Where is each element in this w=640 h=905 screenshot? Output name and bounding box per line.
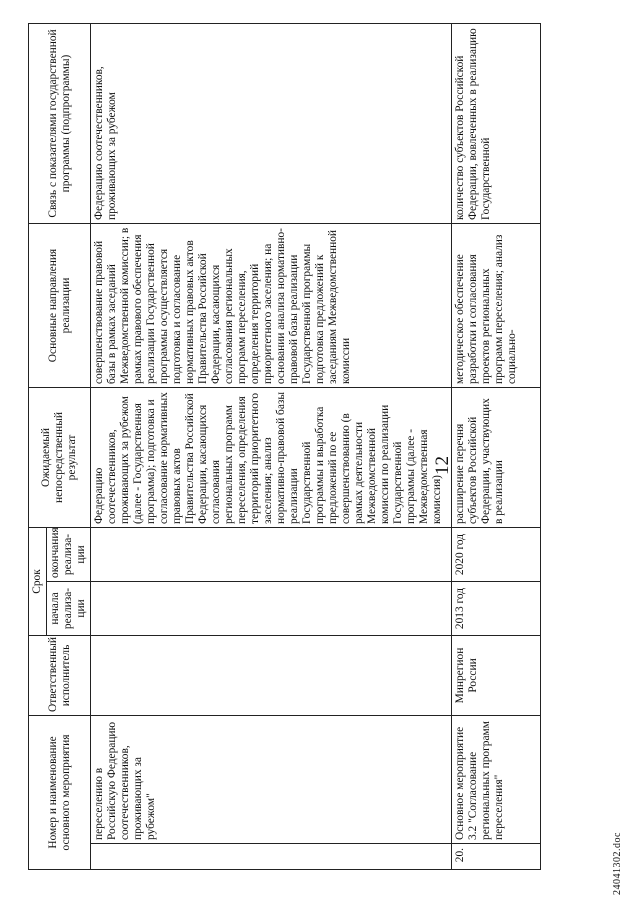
row-name: Основное мероприятие 3.2 "Согласование региональных программ переселения" <box>452 716 541 844</box>
header-end: окончания реализа-ции <box>47 528 91 582</box>
row-executor: Минрегион России <box>452 636 541 716</box>
row-result: расширение перечня субъектов Российской Федерации, участвующих в реализации <box>452 388 541 528</box>
row-start <box>91 582 452 636</box>
table-row <box>452 24 541 870</box>
header-link: Связь с показателями государственной программы (подпрограммы) <box>29 24 91 224</box>
header-term: Срок <box>29 528 47 636</box>
row-start: 2013 год <box>452 582 541 636</box>
header-start: начала реализа-ции <box>47 582 91 636</box>
table-row <box>91 24 452 870</box>
measures-table <box>28 23 541 870</box>
header-executor: Ответственный исполнитель <box>29 636 91 716</box>
row-result: Федерацию соотечественников, проживающих за рубежом (далее - Государственная программа); подготовка и согласование нормативных правовых актов Правительства Российской Федерации, касающихся согласования региональных программ переселения, определения территорий приоритетного заселения; анализ нормативно-правовой базы реализации Государственной программы и выработка предложений по ее совершенствованию (в рамках деятельности Межведомственной комиссии по реализации Государственной программы (далее - Межведомственная комиссия) <box>91 388 452 528</box>
row-end <box>91 528 452 582</box>
row-executor <box>91 636 452 716</box>
page-number: 12 <box>432 456 453 475</box>
header-name: Номер и наименование основного мероприятия <box>29 716 91 870</box>
row-number: 20. <box>452 844 541 870</box>
row-directions: методическое обеспечение разработки и согласования проектов региональных программ переселения; анализ социально- <box>452 224 541 388</box>
row-link: количество субъектов Российской Федерации, вовлеченных в реализацию Государственной <box>452 24 541 224</box>
file-name-footer: 24041302.doc <box>612 832 623 895</box>
header-result: Ожидаемый непосредственный результат <box>29 388 91 528</box>
row-number <box>91 844 452 870</box>
row-end: 2020 год <box>452 528 541 582</box>
row-directions: совершенствование правовой базы в рамках заседаний Межведомственной комиссии; в рамках правового обеспечения реализации Государственной программы осуществляется подготовка и согласование нормативных правовых актов Правительства Российской Федерации, касающихся согласования региональных программ переселения, определения территорий приоритетного заселения; на основании анализа нормативно-правовой базы реализации Государственной программы подготовка предложений к заседаниям Межведомственной комиссии <box>91 224 452 388</box>
row-link: Федерацию соотечественников, проживающих за рубежом <box>91 24 452 224</box>
row-name: переселению в Российскую Федерацию соотечественников, проживающих за рубежом" <box>91 716 452 844</box>
header-directions: Основные направления реализации <box>29 224 91 388</box>
